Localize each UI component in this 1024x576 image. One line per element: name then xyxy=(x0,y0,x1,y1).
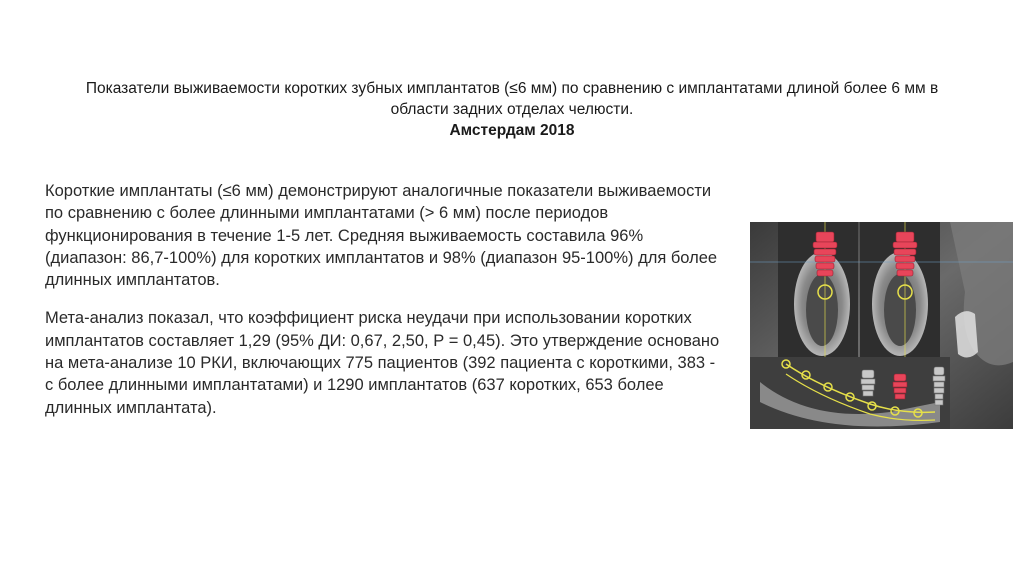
implant-grey-1 xyxy=(861,370,875,396)
paragraph-survival: Короткие имплантаты (≤6 мм) демонстрируют аналогичные показатели выживаемости по сравнению с более длинными имплантатами (> 6 мм) после периодов функционирования в течение 1-5 лет. Средняя выживаемость составила 96% (диапазон: 86,7-100%) для коротких имплантатов и 98% (диапазон 95-100%) для более длинных имплантатов. xyxy=(45,182,718,290)
title-subtitle: Амстердам 2018 xyxy=(449,122,575,139)
paragraph-meta-analysis: Мета-анализ показал, что коэффициент риска неудачи при использовании коротких имплантатов составляет 1,29 (95% ДИ: 0,67, 2,50, Р = 0,45). Это утверждение основано на мета-анализе 10 РКИ, включающих 775 пациентов (392 пациента с короткими, 383 - с более длинными имплантатами) и 1290 имплантатов (637 коротких, 653 более длинных имплантата). xyxy=(45,309,720,417)
dental-xray-image xyxy=(750,222,1013,429)
slide-title xyxy=(60,78,964,141)
implant-red-small xyxy=(893,374,907,399)
implant-grey-2 xyxy=(933,367,945,405)
title-main: Показатели выживаемости коротких зубных имплантатов (≤6 мм) по сравнению с имплантатами длиной более 6 мм в области задних отделах челюсти. xyxy=(85,80,939,118)
slide-body xyxy=(45,180,725,435)
xray-illustration xyxy=(750,222,1013,429)
